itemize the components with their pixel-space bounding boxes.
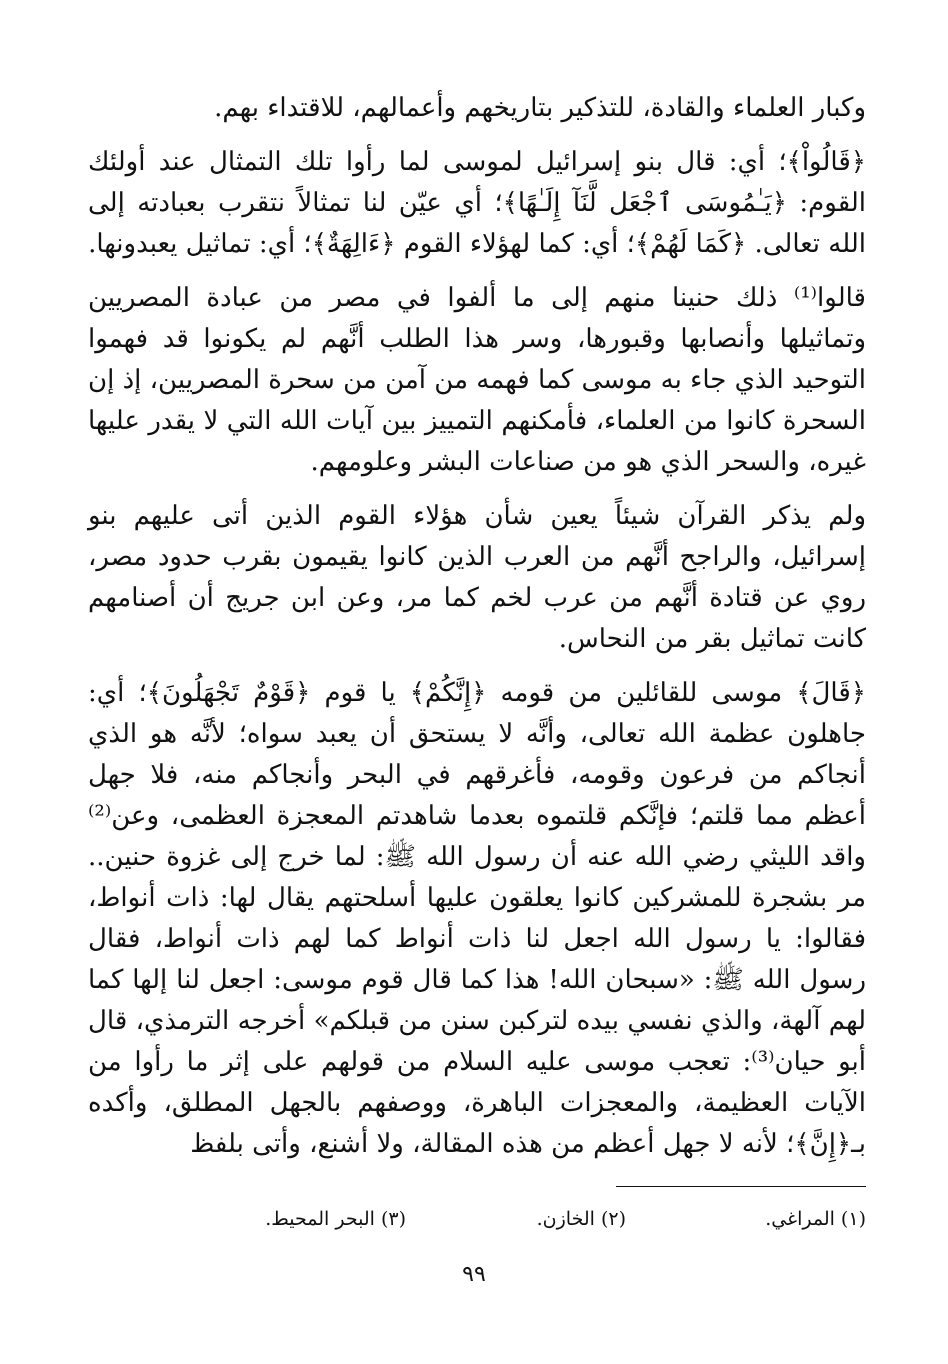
footnote-divider bbox=[616, 1186, 866, 1187]
main-text bbox=[88, 88, 866, 1178]
footnote: (١) المراغي. bbox=[765, 1208, 866, 1230]
paragraph: وكبار العلماء والقادة، للتذكير بتاريخهم وأعمالهم، للاقتداء بهم. bbox=[214, 93, 866, 123]
footnotes bbox=[88, 1205, 866, 1233]
paragraph: ولم يذكر القرآن شيئاً يعين شأن هؤلاء القوم الذين أتى عليهم بنو إسرائيل، والراجح أنَّهم من العرب الذين كانوا يقيمون بقرب حدود مصر، روي عن قتادة أنَّهم من عرب لخم كما مر، وعن ابن جريج أن أصنامهم كانت تماثيل بقر من النحاس. bbox=[88, 501, 866, 654]
footnote: (٣) البحر المحيط. bbox=[265, 1208, 406, 1230]
paragraph: ﴿قَالَ﴾ موسى للقائلين من قومه ﴿إِنَّكُمْ﴾ يا قوم ﴿قَوْمٌ تَجْهَلُونَ﴾؛ أي: جاهلون عظمة الله تعالى، وأنَّه لا يستحق أن يعبد سواه؛ لأنَّه هو الذي أنجاكم من فرعون وقومه، فأغرقهم في البحر وأنجاكم منه، فلا جهل أعظم مما قلتم؛ فإنَّكم قلتموه بعدما شاهدتم المعجزة العظمى، وعن⁽²⁾ واقد الليثي رضي الله عنه أن رسول الله ﷺ: لما خرج إلى غزوة حنين.. مر بشجرة للمشركين كانوا يعلقون عليها أسلحتهم يقال لها: ذات أنواط، فقالوا: يا رسول الله اجعل لنا ذات أنواط كما لهم ذات أنواط، فقال رسول الله ﷺ: «سبحان الله! هذا كما قال قوم موسى: اجعل لنا إلها كما لهم آلهة، والذي نفسي بيده لتركبن سنن من قبلكم» أخرجه الترمذي، قال أبو حيان⁽³⁾: تعجب موسى عليه السلام من قولهم على إثر ما رأوا من الآيات العظيمة، والمعجزات الباهرة، ووصفهم بالجهل المطلق، وأكده بـ﴿إِنَّ﴾؛ لأنه لا جهل أعظم من هذه المقالة، ولا أشنع، وأتى بلفظ bbox=[88, 678, 866, 1159]
page-number: ٩٩ bbox=[462, 1262, 486, 1287]
paragraph: ﴿قَالُواْ﴾؛ أي: قال بنو إسرائيل لموسى لما رأوا تلك التمثال عند أولئك القوم: ﴿يَـٰمُوسَى ٱجْعَل لَّنَآ إِلَـٰهًا﴾؛ أي عيّن لنا تمثالاً نتقرب بعبادته إلى الله تعالى. ﴿كَمَا لَهُمْ﴾؛ أي: كما لهؤلاء القوم ﴿ءَالِهَةٌ﴾؛ أي: تماثيل يعبدونها. bbox=[88, 147, 866, 259]
footnote: (٢) الخازن. bbox=[536, 1208, 626, 1230]
paragraph: قالوا⁽¹⁾ ذلك حنينا منهم إلى ما ألفوا في مصر من عبادة المصريين وتماثيلها وأنصابها وقبورها، وسر هذا الطلب أنَّهم لم يكونوا قد فهموا التوحيد الذي جاء به موسى كما فهمه من آمن من سحرة المصريين، إذ إن السحرة كانوا من العلماء، فأمكنهم التمييز بين آيات الله التي لا يقدر عليها غيره، والسحر الذي هو من صناعات البشر وعلومهم. bbox=[88, 283, 866, 477]
